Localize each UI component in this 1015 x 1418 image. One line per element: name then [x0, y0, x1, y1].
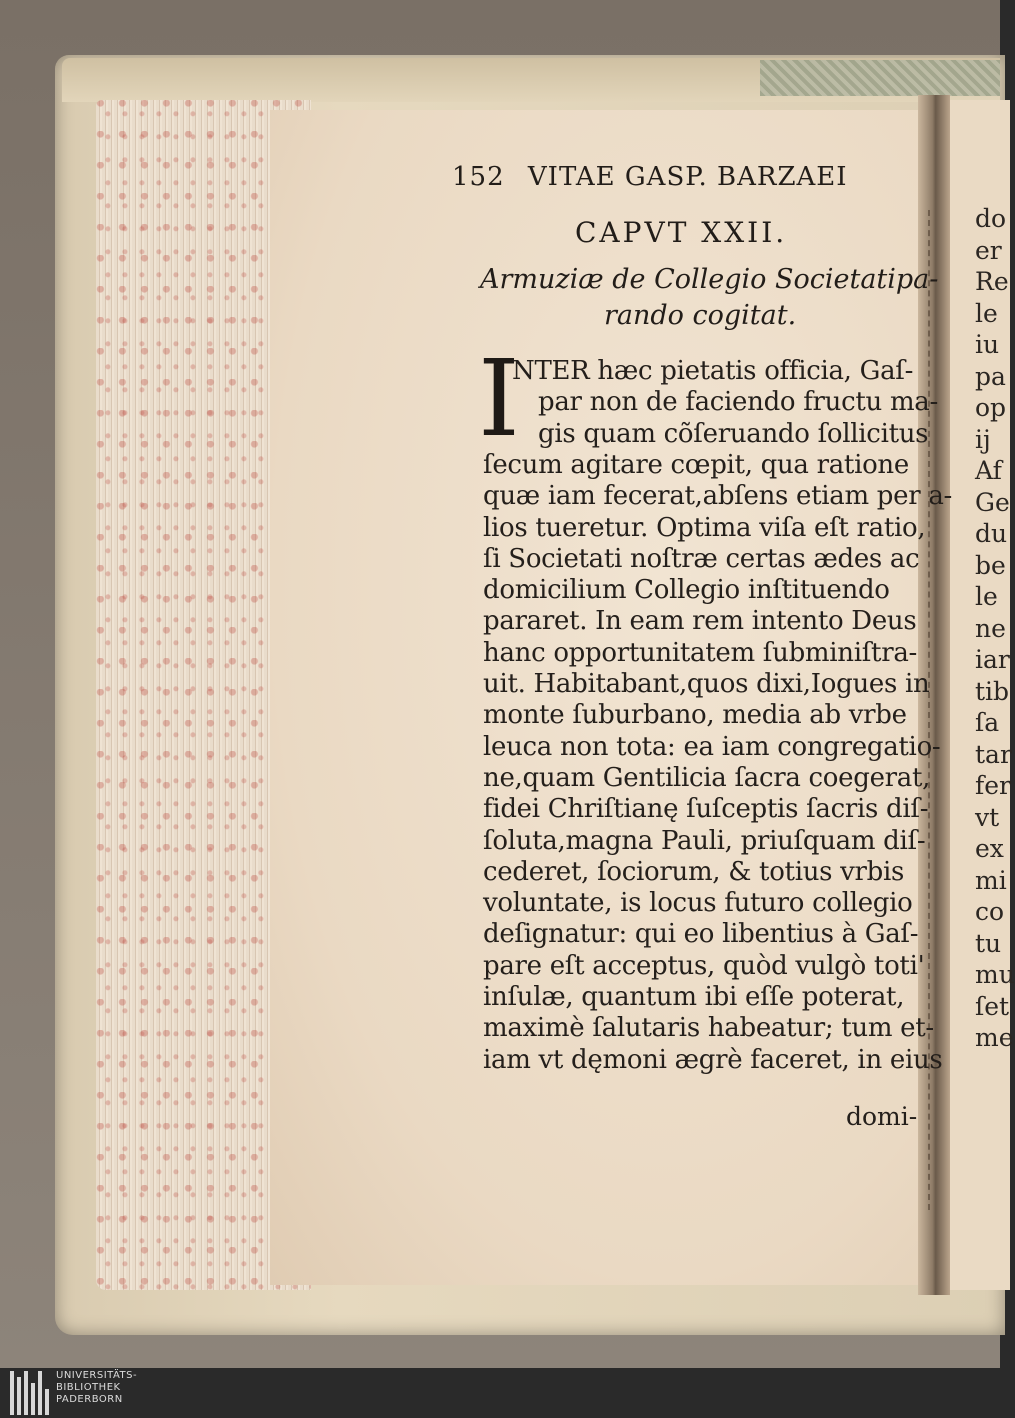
facing-page-fragment: ne — [975, 613, 1006, 643]
facing-page-fragment: le — [975, 582, 998, 611]
running-header — [452, 162, 848, 192]
body-line: leuca non tota: ea iam congregatio- — [483, 731, 941, 762]
facing-page-fragment: vt — [975, 802, 1000, 832]
body-line: uit. Habitabant,quos dixi,Iogues in — [483, 669, 930, 699]
footer-bar — [0, 1368, 1000, 1418]
facing-page-fragment: be — [975, 550, 1006, 580]
facing-page-fragment: Ge — [975, 487, 1010, 517]
facing-page-fragment: ex — [975, 834, 1004, 863]
facing-page-fragment: du — [975, 519, 1008, 548]
body-line: ſecum agitare cœpit, qua ratione — [483, 449, 909, 480]
chapter-heading: CAPVT XXII. — [575, 216, 788, 249]
chapter-subtitle-line-1: Armuziæ de Collegio Societatipa- — [480, 264, 939, 295]
body-line: ſoluta,magna Pauli, priuſquam diſ- — [483, 825, 926, 856]
body-line: ſi Societati noſtræ certas ædes ac — [483, 543, 920, 574]
facing-page-fragment: do — [975, 204, 1007, 233]
library-name-line: BIBLIOTHEK — [56, 1382, 121, 1393]
drop-cap: I — [478, 337, 520, 460]
facing-page-fragment: ij — [975, 424, 991, 454]
facing-page-fragment: tu — [975, 928, 1002, 958]
facing-page-fragment: fer — [975, 771, 1011, 800]
body-line: iam vt dęmoni ægrè faceret, in eius — [483, 1044, 943, 1075]
facing-page — [950, 100, 1015, 1290]
facing-page-fragment: Af — [975, 456, 1002, 485]
body-line: voluntate, is locus futuro collegio — [483, 888, 913, 919]
facing-page-fragment: tar — [975, 739, 1012, 769]
body-line: gis quam cõſeruando ſollicitus — [538, 418, 929, 449]
bookmark-ribbon — [760, 60, 1000, 96]
body-line: pararet. In eam rem intento Deus — [483, 606, 917, 637]
facing-page-fragment: op — [975, 393, 1007, 422]
body-line: NTER hæc pietatis officia, Gaſ- — [512, 356, 914, 386]
body-line: quæ iam fecerat,abſens etiam per a- — [483, 481, 953, 512]
body-line: domicilium Collegio inſtituendo — [483, 575, 890, 606]
facing-page-fragment: ſet — [975, 991, 1010, 1021]
body-line: maximè ſalutaris habeatur; tum et- — [483, 1013, 934, 1044]
facing-page-fragment: mu — [975, 960, 1015, 989]
library-name-line: UNIVERSITÄTS- — [56, 1370, 138, 1381]
body-line: hanc opportunitatem ſubminiſtra- — [483, 637, 918, 668]
chapter-subtitle-line-2: rando cogitat. — [604, 300, 797, 331]
body-line: lios tueretur. Optima viſa eſt ratio, — [483, 512, 926, 543]
facing-page-fragment: mi — [975, 865, 1007, 895]
facing-page-fragment: pa — [975, 361, 1006, 391]
body-line: par non de faciendo fructu ma- — [538, 387, 938, 418]
library-logo-icon — [10, 1371, 52, 1415]
facing-page-fragment: iu — [975, 330, 1000, 359]
body-line: cederet, ſociorum, & totius vrbis — [483, 856, 905, 887]
facing-page-fragment: Re — [975, 267, 1009, 296]
facing-page-fragment: le — [975, 298, 998, 328]
library-name-line: PADERBORN — [56, 1394, 123, 1405]
facing-page-fragment: me — [975, 1023, 1014, 1052]
body-line: deſignatur: qui eo libentius à Gaſ- — [483, 919, 919, 950]
library-name — [56, 1370, 137, 1406]
facing-page-fragment: co — [975, 897, 1005, 926]
facing-page-fragment: ſa — [975, 708, 1000, 737]
body-line: ne,quam Gentilicia ſacra coegerat, — [483, 762, 931, 793]
body-line: monte ſuburbano, media ab vrbe — [483, 700, 907, 731]
body-line: fidei Chriſtianę ſuſceptis ſacris diſ- — [483, 794, 929, 825]
running-title: VITAE GASP. BARZAEI — [527, 162, 848, 192]
facing-page-fragment: er — [975, 235, 1002, 265]
body-line: pare eſt acceptus, quòd vulgò toti' — [483, 950, 925, 981]
body-line: inſulæ, quantum ibi eſſe poterat, — [483, 982, 905, 1012]
facing-page-fragment: iar — [975, 645, 1010, 674]
catchword: domi- — [846, 1102, 918, 1131]
facing-page-fragment: tib — [975, 676, 1010, 706]
page-number: 152 — [452, 162, 505, 192]
